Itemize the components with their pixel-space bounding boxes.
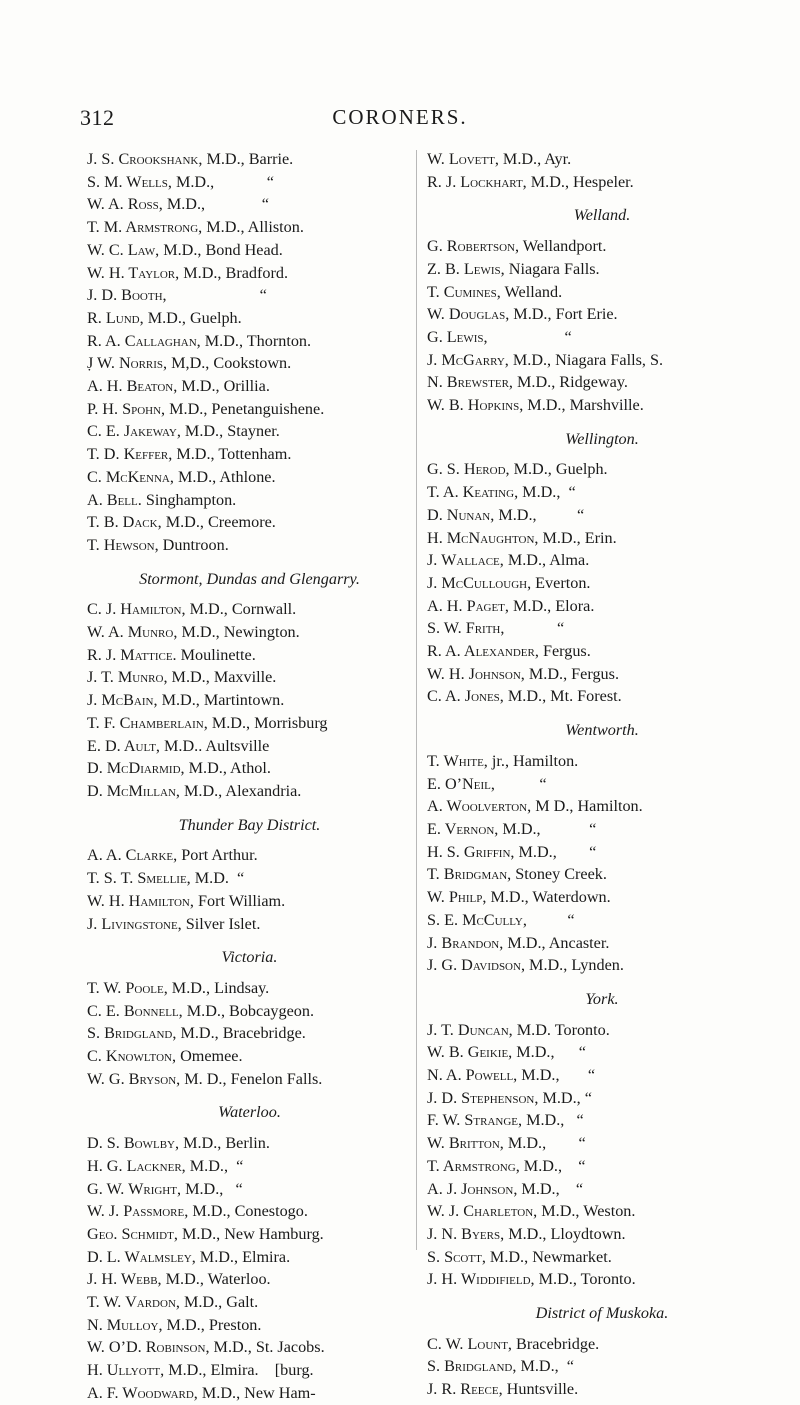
coroner-entry (87, 307, 412, 330)
coroner-name: W. H. Johnson, (427, 664, 525, 683)
coroner-name: T. Armstrong, (427, 1156, 520, 1175)
coroner-detail: M.D., “ (522, 1111, 584, 1130)
coroner-entry (87, 489, 412, 512)
column-divider (416, 150, 417, 1250)
coroner-detail: M.D., Fort Erie. (509, 305, 618, 324)
coroner-name: J. McGarry, (427, 350, 509, 369)
coroner-detail: M.D., “ (171, 172, 274, 191)
coroner-detail: Silver Islet. (181, 914, 261, 933)
coroner-entry (427, 1246, 777, 1269)
coroner-name: W. A. Ross, (87, 195, 163, 214)
coroner-entry (87, 913, 412, 936)
page-number: 312 (80, 105, 115, 130)
coroner-entry (427, 481, 777, 504)
coroner-entry (87, 621, 412, 644)
section-heading: Thunder Bay District. (178, 815, 321, 834)
coroner-detail: “ (166, 286, 267, 305)
coroner-detail: M.D., Weston. (537, 1202, 636, 1221)
section-heading: Welland. (573, 206, 631, 225)
coroner-detail: M.D., Ayr. (498, 150, 572, 168)
coroner-name: S. Scott, (427, 1247, 486, 1266)
right-column (427, 148, 777, 1401)
coroner-name: T. Bridgman, (427, 865, 512, 884)
coroner-name: E. O’Neil, (427, 774, 495, 793)
coroner-name: T. S. T. Smellie, (87, 869, 191, 888)
coroner-detail: M.D., Lloydtown. (504, 1224, 626, 1243)
coroner-name: N. A. Powell, (427, 1066, 518, 1085)
coroner-name: W. Lovett, (427, 150, 499, 168)
coroner-entry (427, 394, 777, 417)
coroner-name: E. D. Ault, (87, 736, 160, 755)
coroner-name: J. T. Duncan, (427, 1020, 513, 1039)
section-heading: Stormont, Dundas and Glengarry. (139, 569, 360, 588)
coroner-entry (427, 750, 777, 773)
coroner-entry (87, 352, 412, 375)
coroner-detail: M.D., Niagara Falls, S. (508, 350, 664, 369)
coroner-name: C. E. Bonnell, (87, 1001, 183, 1020)
coroner-name: H. G. Lackner, (87, 1156, 186, 1175)
coroner-entry (87, 780, 412, 803)
coroner-name: G. W. Wright, (87, 1179, 182, 1198)
coroner-name: J. H. Webb, (87, 1270, 162, 1289)
coroner-name: W. B. Geikie, (427, 1043, 513, 1062)
coroner-entry (427, 595, 777, 618)
coroner-detail: M,D., Cookstown. (167, 354, 292, 373)
coroner-entry (427, 349, 777, 372)
coroner-name: W. Douglas, (427, 305, 510, 324)
coroner-name: A. Bell. (87, 490, 142, 509)
coroner-detail: M.D., Newington. (177, 623, 300, 642)
coroner-detail: M.D., Alma. (503, 551, 590, 570)
coroner-name: C. J. Hamilton, (87, 600, 186, 619)
coroner-detail: Singhampton. (141, 490, 237, 509)
coroner-name: A. J. Johnson, (427, 1179, 518, 1198)
coroner-name: W. C. Law, (87, 240, 160, 259)
coroner-name: J. Wallace, (427, 551, 504, 570)
coroner-detail: M.D., Ridgeway. (512, 373, 628, 392)
coroner-name: R. J. Mattice. (87, 645, 177, 664)
coroner-detail: M.D., Waterdown. (486, 888, 611, 907)
coroner-entry (87, 1155, 412, 1178)
coroner-entry (87, 844, 412, 867)
coroner-detail: M.D., Elmira. (195, 1247, 291, 1266)
coroner-entry (427, 1155, 777, 1178)
coroner-entry (87, 511, 412, 534)
coroner-detail: M.D., Stayner. (180, 422, 280, 441)
coroner-detail: M.D. “ (190, 869, 245, 888)
coroner-entry (427, 909, 777, 932)
coroner-name: D. S. Bowlby, (87, 1134, 180, 1153)
coroner-detail: M.D., Newmarket. (485, 1247, 612, 1266)
coroner-entry (427, 1268, 777, 1291)
coroner-detail: M.D., “ (503, 1134, 586, 1153)
coroner-entry (427, 1064, 777, 1087)
coroner-detail: M.D., Tottenham. (172, 445, 292, 464)
coroner-name: A. H. Paget, (427, 596, 509, 615)
section-heading: Wellington. (565, 429, 639, 448)
coroner-name: S. Bridgland, (427, 1357, 517, 1376)
coroner-entry (87, 1178, 412, 1201)
coroner-name: R. J. Lockhart, (427, 172, 527, 191)
coroner-name: H. Ullyott, (87, 1361, 165, 1380)
coroner-entry (87, 666, 412, 689)
section-heading: Victoria. (221, 948, 278, 967)
coroner-detail: M.D., New Hamburg. (177, 1224, 324, 1243)
coroner-entry (427, 1041, 777, 1064)
coroner-entry (427, 235, 777, 258)
coroner-detail: M.D.. Aultsville (159, 736, 270, 755)
coroner-detail: Niagara Falls. (504, 259, 600, 278)
coroner-entry (87, 1000, 412, 1023)
coroner-name: T. D. Keffer, (87, 445, 173, 464)
coroner-detail: M.D., Marshville. (523, 396, 644, 415)
coroner-detail: Fergus. (538, 642, 591, 661)
coroner-detail: M.D., Alliston. (202, 218, 304, 237)
coroner-name: S. W. Frith, (427, 619, 505, 638)
coroner-detail: M.D., “ (514, 842, 597, 861)
coroner-entry (427, 795, 777, 818)
coroner-detail: M.D., Erin. (538, 528, 617, 547)
coroner-detail: M. D., Fenelon Falls. (180, 1069, 323, 1088)
coroner-entry (87, 689, 412, 712)
coroner-detail: M.D., Lynden. (525, 956, 624, 975)
coroner-detail: “ (504, 619, 565, 638)
coroner-detail: Wellandport. (519, 237, 607, 256)
coroner-entry (87, 735, 412, 758)
coroner-name: T. W. Poole, (87, 978, 168, 997)
coroner-detail: M.D., Cornwall. (185, 600, 297, 619)
coroner-name: Z. B. Lewis, (427, 259, 505, 278)
coroner-name: W. G. Bryson, (87, 1069, 181, 1088)
coroner-detail: M.D., Thornton. (200, 331, 312, 350)
coroner-detail: M.D., “ (185, 1156, 244, 1175)
coroner-name: J. McCullough, (427, 573, 532, 592)
coroner-entry (427, 572, 777, 595)
coroner-entry (87, 1246, 412, 1269)
section-heading: District of Muskoka. (535, 1304, 669, 1323)
section-heading: Wentworth. (565, 721, 639, 740)
coroner-detail: M.D., Alexandria. (179, 781, 302, 800)
coroner-entry (87, 1314, 412, 1337)
coroner-name: W. Philp, (427, 888, 487, 907)
coroner-name: W. J. Charleton, (427, 1202, 538, 1221)
coroner-detail: M.D., “ (516, 1357, 574, 1376)
coroner-detail: M.D., Athol. (184, 759, 271, 778)
coroner-entry (427, 1132, 777, 1155)
coroner-detail: M.D., Guelph. (143, 308, 242, 327)
coroner-name: W. Britton, (427, 1134, 504, 1153)
coroner-entry (87, 284, 412, 307)
coroner-detail: M.D., “ (181, 1179, 243, 1198)
coroner-entry (87, 644, 412, 667)
coroner-detail: Everton. (531, 573, 591, 592)
coroner-entry (87, 867, 412, 890)
coroner-entry (87, 1068, 412, 1091)
coroner-detail: M.D., Bracebridge. (176, 1024, 306, 1043)
coroner-name: D. Nunan, (427, 505, 495, 524)
coroner-name: C. A. Jones, (427, 687, 504, 706)
coroner-detail: jr., Hamilton. (487, 751, 579, 770)
coroner-name: A. F. Woodward, (87, 1383, 198, 1402)
coroner-entry (427, 1087, 777, 1110)
coroner-detail: Port Arthur. (177, 846, 258, 865)
coroner-name: A. Woolverton, (427, 797, 532, 816)
coroner-entry (87, 1359, 412, 1382)
coroner-detail: M.D., Bond Head. (159, 240, 283, 259)
section-heading: Waterloo. (218, 1103, 281, 1122)
coroner-name: F. W. Strange, (427, 1111, 523, 1130)
coroner-entry (87, 1022, 412, 1045)
coroner-detail: M.D., Guelph. (509, 460, 608, 479)
coroner-name: S. E. McCully, (427, 910, 527, 929)
coroner-detail: M.D., “ (517, 1066, 596, 1085)
coroner-entry (87, 330, 412, 353)
coroner-detail: M.D., “ (494, 505, 585, 524)
coroner-detail: M.D., “ (519, 1156, 586, 1175)
coroner-name: C. E. Jakeway, (87, 422, 181, 441)
coroner-entry (427, 258, 777, 281)
coroner-name: J. S. Crookshank, (87, 150, 203, 168)
coroner-detail: M.D. Toronto. (512, 1020, 610, 1039)
coroner-detail: M.D., Ancaster. (503, 933, 610, 952)
coroner-name: T. Hewson, (87, 535, 159, 554)
coroner-entry (427, 1333, 777, 1356)
coroner-name: W. H. Hamilton, (87, 891, 194, 910)
coroner-name: R. Lund, (87, 308, 144, 327)
coroner-entry (87, 193, 412, 216)
coroner-name: S. M. Wells, (87, 172, 172, 191)
coroner-detail: M.D., New Ham- (197, 1383, 316, 1402)
coroner-entry (427, 303, 777, 326)
coroner-detail: M D., Hamilton. (531, 797, 643, 816)
coroner-name: N. Mulloy, (87, 1315, 163, 1334)
coroner-name: G. Robertson, (427, 237, 520, 256)
coroner-entry (87, 977, 412, 1000)
coroner-name: J. Livingstone, (87, 914, 182, 933)
coroner-detail: M.D., Athlone. (173, 467, 276, 486)
coroner-name: R. A. Alexander, (427, 642, 539, 661)
coroner-entry (87, 420, 412, 443)
coroner-entry (87, 262, 412, 285)
coroner-entry (427, 1019, 777, 1042)
coroner-entry (427, 685, 777, 708)
coroner-name: C. McKenna, (87, 467, 174, 486)
coroner-detail: M.D., Preston. (162, 1315, 262, 1334)
coroner-entry (427, 504, 777, 527)
coroner-entry (427, 886, 777, 909)
coroner-entry (427, 171, 777, 194)
coroner-name: J. D. Booth, (87, 286, 167, 305)
coroner-entry (87, 1200, 412, 1223)
coroner-name: J. Brandon, (427, 933, 504, 952)
coroner-detail: M.D., Morrisburg (207, 713, 328, 732)
coroner-detail: M.D., Martintown. (157, 691, 285, 710)
coroner-name: J. H. Widdifield, (427, 1270, 535, 1289)
coroner-entry (427, 148, 777, 171)
coroner-name: N. Brewster, (427, 373, 513, 392)
coroner-detail: M.D., Toronto. (534, 1270, 636, 1289)
coroner-detail: M.D., Berlin. (179, 1134, 270, 1153)
coroner-entry (427, 1355, 777, 1378)
coroner-name: W. O’D. Robinson, (87, 1338, 210, 1357)
coroner-detail: M.D., Bobcaygeon. (182, 1001, 314, 1020)
coroner-detail: Stoney Creek. (511, 865, 607, 884)
coroner-name: T. A. Keating, (427, 483, 519, 502)
coroner-name: A. H. Beaton, (87, 377, 178, 396)
coroner-entry (87, 1336, 412, 1359)
coroner-detail: M.D., Creemore. (161, 513, 276, 532)
coroner-entry (87, 757, 412, 780)
coroner-name: A. A. Clarke, (87, 846, 178, 865)
coroner-detail: Welland. (500, 282, 563, 301)
coroner-name: T. B. Dack, (87, 513, 162, 532)
coroner-detail: M.D., “ (162, 195, 269, 214)
coroner-entry (87, 466, 412, 489)
section-heading: York. (585, 989, 619, 1008)
coroner-name: J. D. Stephenson, (427, 1088, 539, 1107)
coroner-detail: M.D., Lindsay. (167, 978, 270, 997)
coroner-name: C. Knowlton, (87, 1047, 177, 1066)
coroner-detail: M.D., Conestogo. (188, 1202, 308, 1221)
coroner-detail: “ (526, 910, 575, 929)
coroner-detail: M.D., “ (512, 1043, 586, 1062)
coroner-entry (427, 458, 777, 481)
coroner-entry (427, 663, 777, 686)
coroner-entry (427, 549, 777, 572)
coroner-name: G. Lewis, (427, 327, 488, 346)
coroner-name: J. G. Davidson, (427, 956, 525, 975)
coroner-name: J. McBain, (87, 691, 158, 710)
coroner-entry (87, 443, 412, 466)
coroner-name: J. N. Byers, (427, 1224, 505, 1243)
coroner-detail: M.D., Bradford. (179, 263, 289, 282)
coroner-name: E. Vernon, (427, 819, 499, 838)
coroner-entry (87, 171, 412, 194)
coroner-entry (87, 1132, 412, 1155)
coroner-detail: Huntsville. (502, 1380, 579, 1399)
coroner-entry (427, 773, 777, 796)
coroner-entry (427, 1223, 777, 1246)
coroner-detail: M.D., St. Jacobs. (209, 1338, 325, 1357)
coroner-detail: M.D., “ (498, 819, 597, 838)
left-column (87, 148, 412, 1405)
coroner-detail: M.D., Orillia. (177, 377, 270, 396)
coroner-name: W. B. Hopkins, (427, 396, 524, 415)
coroner-name: W. H. Taylor, (87, 263, 180, 282)
coroner-name: T. Cumines, (427, 282, 501, 301)
coroner-detail: M.D., “ (517, 1179, 584, 1198)
coroner-detail: M.D., “ (518, 483, 576, 502)
coroner-entry (87, 1268, 412, 1291)
coroner-name: T. W. Vardon, (87, 1293, 180, 1312)
coroner-entry (427, 818, 777, 841)
coroner-detail: M.D., Mt. Forest. (503, 687, 622, 706)
coroner-entry (87, 890, 412, 913)
coroner-detail: M.D., Penetanguishene. (165, 399, 325, 418)
coroner-detail: M.D., Barrie. (202, 150, 294, 168)
coroner-name: H. S. Griffin, (427, 842, 515, 861)
coroner-entry (427, 281, 777, 304)
coroner-detail: “ (494, 774, 547, 793)
coroner-detail: M.D., Elora. (508, 596, 595, 615)
coroner-entry (427, 1109, 777, 1132)
coroner-detail: Bracebridge. (511, 1334, 600, 1353)
coroner-name: H. McNaughton, (427, 528, 539, 547)
coroner-detail: Duntroon. (158, 535, 229, 554)
coroner-detail: Omemee. (176, 1047, 243, 1066)
coroner-name: T. White, (427, 751, 488, 770)
coroner-detail: M.D., Hespeler. (526, 172, 634, 191)
coroner-name: P. H. Spohn, (87, 399, 166, 418)
coroner-name: S. Bridgland, (87, 1024, 177, 1043)
coroner-detail: “ (487, 327, 572, 346)
coroner-name: D. L. Walmsley, (87, 1247, 196, 1266)
coroner-name: W. A. Munro, (87, 623, 178, 642)
coroner-name: C. W. Lount, (427, 1334, 512, 1353)
coroner-entry (87, 1291, 412, 1314)
coroner-detail: M.D., Elmira. [burg. (164, 1361, 314, 1380)
coroner-entry (87, 598, 412, 621)
coroner-detail: Fort William. (193, 891, 286, 910)
coroner-detail: M.D., Galt. (179, 1293, 259, 1312)
coroner-name: J̣ W. Norris, (87, 354, 168, 373)
coroner-entry (427, 932, 777, 955)
coroner-name: J. R. Reece, (427, 1380, 503, 1399)
coroner-detail: M.D., Waterloo. (161, 1270, 271, 1289)
coroner-name: D. McDiarmid, (87, 759, 185, 778)
coroner-entry (87, 712, 412, 735)
running-title: CORONERS. (332, 105, 468, 129)
coroner-entry (427, 617, 777, 640)
coroner-name: J. T. Munro, (87, 668, 168, 687)
coroner-entry (427, 1378, 777, 1401)
coroner-entry (87, 375, 412, 398)
coroner-entry (87, 148, 412, 171)
coroner-detail: Moulinette. (176, 645, 256, 664)
coroner-entry (87, 216, 412, 239)
coroner-detail: M.D., “ (538, 1088, 592, 1107)
coroner-name: Geo. Schmidt, (87, 1224, 178, 1243)
coroner-entry (87, 1223, 412, 1246)
coroner-entry (427, 841, 777, 864)
coroner-entry (427, 1200, 777, 1223)
coroner-entry (427, 326, 777, 349)
coroner-name: R. A. Callaghan, (87, 331, 201, 350)
coroner-entry (87, 534, 412, 557)
coroner-entry (87, 1045, 412, 1068)
coroner-entry (87, 239, 412, 262)
coroner-entry (427, 954, 777, 977)
coroner-entry (427, 527, 777, 550)
coroner-name: D. McMillan, (87, 781, 180, 800)
coroner-name: G. S. Herod, (427, 460, 510, 479)
coroner-entry (427, 640, 777, 663)
coroner-entry (87, 1382, 412, 1405)
coroner-detail: M.D., Maxville. (167, 668, 277, 687)
coroner-entry (427, 863, 777, 886)
coroner-entry (427, 1178, 777, 1201)
coroner-detail: M.D., Fergus. (524, 664, 619, 683)
coroner-entry (427, 371, 777, 394)
coroner-name: W. J. Passmore, (87, 1202, 189, 1221)
coroner-entry (87, 398, 412, 421)
coroner-name: T. F. Chamberlain, (87, 713, 208, 732)
coroner-name: T. M. Armstrong, (87, 218, 203, 237)
